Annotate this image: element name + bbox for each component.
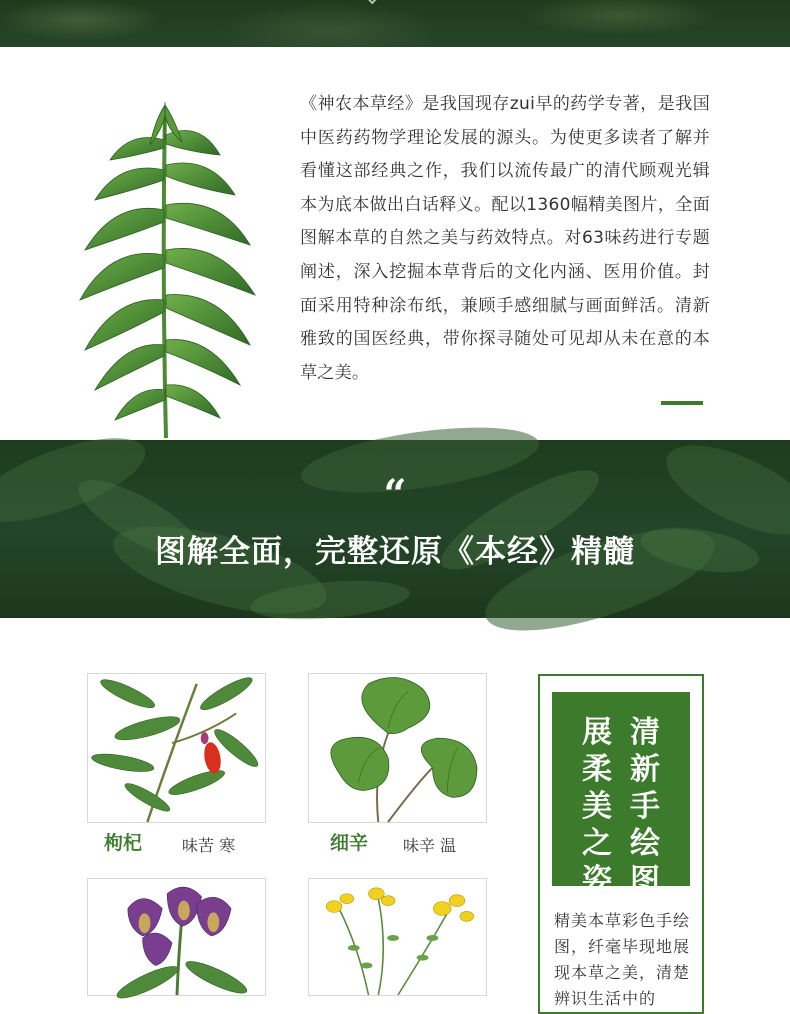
top-leaf-banner — [0, 0, 790, 47]
feature-callout-box — [538, 674, 704, 1014]
herb-image-yellow-herb — [308, 878, 487, 996]
chevron-down-icon — [368, 0, 382, 4]
banner-title: 图解全面，完整还原《本经》精髓 — [155, 534, 635, 570]
accent-divider — [661, 401, 703, 405]
herb-caption-goji — [104, 830, 142, 856]
herb-taste: 味辛 温 — [403, 836, 457, 855]
feature-description: 精美本草彩色手绘图，纤毫毕现地展现本草之美，清楚辨识生活中的 — [554, 911, 691, 1008]
quote-banner — [0, 440, 790, 618]
herb-image-goji — [87, 673, 266, 823]
intro-paragraph: 《神农本草经》是我国现存zui早的药学专著，是我国中医药药物学理论发展的源头。为使更多读者了解并看懂这部经典之作，我们以流传最广的清代顾观光辑本为底本做出白话释义。配以1360幅精美图片，全面图解本草的自然之美与药效特点。对63味药进行专题阐述，深入挖掘本草背后的文化内涵、医用价值。封面采用特种涂布纸，兼顾手感细腻与画面鲜活。清新雅致的国医经典，带你探寻随处可见却从未在意的本草之美。 — [300, 94, 710, 383]
feature-title-block — [552, 692, 690, 898]
herb-caption-asarum — [330, 830, 368, 856]
plant-illustration — [70, 100, 270, 440]
herb-name: 细辛 — [330, 832, 369, 854]
feature-title-left: 展柔美之姿 — [582, 715, 612, 898]
herb-name: 枸杞 — [104, 832, 143, 854]
herb-image-asarum — [308, 673, 487, 823]
quote-mark-icon: “ — [383, 471, 407, 518]
feature-title-right: 清新手绘图 — [630, 715, 660, 898]
herb-image-gentian — [87, 878, 266, 996]
herb-taste: 味苦 寒 — [182, 836, 236, 855]
